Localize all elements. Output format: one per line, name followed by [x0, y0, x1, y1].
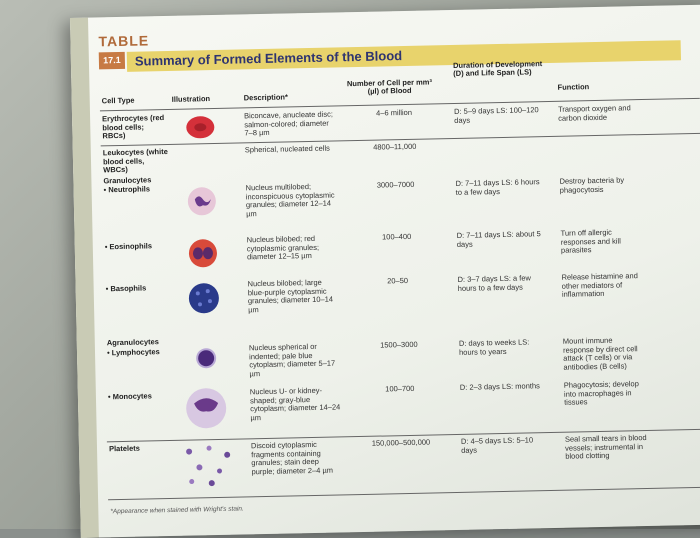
- table-label: TABLE: [98, 32, 150, 50]
- platelets-icon: [179, 443, 240, 495]
- row-duration: D: 5–9 days LS: 100–120 days: [453, 105, 539, 125]
- row-function: Seal small tears in blood vessels; instrumental in blood clotting: [564, 433, 647, 461]
- lymphocyte-icon: [195, 347, 218, 374]
- table-title-block: [98, 21, 700, 74]
- row-count: 150,000–500,000: [371, 437, 431, 448]
- row-duration: D: 7–11 days LS: 6 hours to a few days: [455, 177, 540, 197]
- header-description: Description*: [243, 92, 288, 103]
- table-number: 17.1: [99, 52, 125, 70]
- row-function: Turn off allergic responses and kill parasites: [560, 227, 621, 255]
- row-type: • Basophils: [105, 283, 147, 294]
- row-description: Biconcave, anucleate disc; salmon-colored; diameter 7–8 µm: [243, 109, 333, 138]
- row-count: 4800–11,000: [373, 141, 417, 152]
- row-type: • Monocytes: [107, 391, 152, 402]
- row-function: Phagocytosis; develop into macrophages in tissues: [563, 379, 639, 407]
- title-bar: [127, 40, 681, 72]
- row-count: 4–6 million: [376, 107, 413, 118]
- row-duration: D: 3–7 days LS: a few hours to a few days: [457, 273, 532, 293]
- neutrophil-icon: [186, 185, 219, 223]
- header-duration: Duration of Development (D) and Life Span (LS): [452, 59, 543, 78]
- erythrocyte-icon: [184, 113, 217, 147]
- row-count: 100–400: [381, 231, 412, 242]
- textbook-page: [70, 5, 700, 538]
- row-type: Erythrocytes (red blood cells; RBCs): [102, 113, 165, 141]
- row-count: 20–50: [387, 275, 409, 286]
- eosinophil-icon: [187, 237, 220, 275]
- row-function: Release histamine and other mediators of inflammation: [561, 271, 638, 299]
- row-type: Platelets: [108, 443, 140, 454]
- row-description: Nucleus spherical or indented; pale blue cytoplasm; diameter 5–17 µm: [248, 341, 336, 378]
- row-count: 1500–3000: [380, 339, 418, 350]
- row-duration: D: 2–3 days LS: months: [459, 381, 540, 392]
- row-duration: D: 7–11 days LS: about 5 days: [456, 229, 541, 249]
- row-function: Mount immune response by direct cell attack (T cells) or via antibodies (B cells): [562, 335, 638, 372]
- row-description: Spherical, nucleated cells: [244, 143, 330, 155]
- row-duration: D: 4–5 days LS: 5–10 days: [460, 435, 534, 455]
- row-type: • Lymphocytes: [106, 347, 160, 358]
- basophil-icon: [188, 281, 221, 321]
- row-duration: D: days to weeks LS: hours to years: [458, 337, 530, 357]
- row-type: • Eosinophils: [104, 241, 153, 252]
- monocyte-icon: [184, 387, 229, 435]
- footnote: *Appearance when stained with Wright's stain.: [110, 505, 244, 516]
- header-cell-type: Cell Type: [101, 95, 135, 106]
- header-count: Number of Cell per mm³ (µl) of Blood: [346, 77, 433, 96]
- row-description: Discoid cytoplasmic fragments containing granules; stain deep purple; diameter 2–4 µm: [250, 439, 334, 476]
- row-function: Transport oxygen and carbon dioxide: [557, 103, 631, 123]
- row-description: Nucleus bilobed; red cytoplasmic granules; diameter 12–15 µm: [246, 233, 320, 262]
- row-type: • Neutrophils: [103, 184, 151, 195]
- row-count: 100–700: [385, 383, 415, 394]
- header-illustration: Illustration: [171, 94, 211, 104]
- row-description: Nucleus U- or kidney-shaped; gray-blue cytoplasm; diameter 14–24 µm: [249, 385, 341, 422]
- header-function: Function: [557, 82, 590, 92]
- row-description: Nucleus multilobed; inconspicuous cytoplasmic granules; diameter 12–14 µm: [245, 181, 335, 218]
- row-type: Granulocytes: [103, 175, 152, 186]
- row-type: Agranulocytes: [106, 337, 160, 348]
- row-description: Nucleus bilobed; large blue-purple cytoplasmic granules; diameter 10–14 µm: [247, 277, 334, 314]
- row-function: Destroy bacteria by phagocytosis: [559, 175, 625, 195]
- table-title: Summary of Formed Elements of the Blood: [134, 48, 403, 69]
- row-count: 3000–7000: [376, 179, 415, 190]
- row-type: Leukocytes (white blood cells, WBCs): [102, 146, 168, 175]
